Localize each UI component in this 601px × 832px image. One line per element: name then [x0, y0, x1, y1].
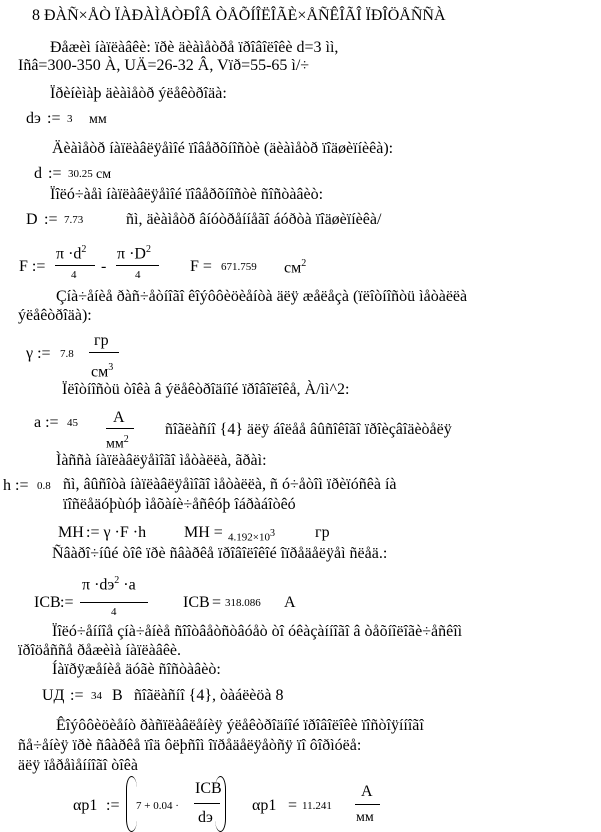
a-unit-den — [106, 435, 129, 452]
gamma-unit-exp: 3 — [108, 362, 114, 373]
gamma-unit-den-text: см — [91, 363, 109, 381]
ap-lhs: αp1 — [73, 797, 98, 814]
de-value: 3 — [67, 113, 73, 125]
ap-result-unit-num: A — [361, 783, 373, 800]
label-alpha-line1: Êîýôôèöèåíò ðàñïëàâëåíèÿ ýëåêòðîäíîé ïðîâîëîêè ïîñòîÿííîãî — [56, 717, 424, 734]
ap-result-value: 11.241 — [302, 800, 332, 812]
F-result-lhs: F = — [190, 258, 212, 275]
Icb-result-eq: = — [212, 594, 222, 611]
d-assign: := — [48, 165, 62, 182]
Icb-result-unit: A — [284, 594, 296, 611]
D-lhs: D — [26, 211, 38, 228]
F-result-value: 671.759 — [221, 261, 257, 273]
Ud-lhs: UД — [42, 687, 65, 704]
Icb-den: 4 — [111, 606, 117, 618]
ap-result-unit-den: мм — [356, 810, 374, 825]
ap-right-paren — [215, 776, 226, 832]
Icb-assign: := — [60, 594, 74, 611]
label-density-line1: Çíà÷åíèå ðàñ÷åòíîãî êîýôôèöèåíòà äëÿ æåëåçà (ïëîòíîñòü ìåòàëëà — [56, 288, 468, 305]
a-unit-bar — [106, 428, 134, 429]
label-alpha-line2: ñå÷åíèÿ ïðè ñâàðêå ïîä ôëþñîì îïðåäåëÿåòñÿ ïî ôîðìóëå: — [18, 737, 362, 754]
de-assign: := — [47, 110, 61, 127]
F-minus: - — [101, 258, 107, 275]
Mn-result-lhs: MН = — [184, 524, 223, 541]
gamma-value: 7.8 — [60, 348, 74, 360]
ap-result-unit-bar — [355, 804, 380, 805]
h-note-line1: ñì, âûñîòà íàïëàâëÿåìîãî ìåòàëëà, ñ ó÷åòîì ïðèïóñêà íà — [63, 476, 397, 493]
label-mass: Ìàññà íàïëàâëÿåìîãî ìåòàëëà, ãðàì: — [56, 452, 267, 469]
Icb-result-lhs: IСВ — [183, 594, 210, 611]
label-density-line2: ýëåêòðîäà): — [18, 307, 92, 324]
a-note: ñîãëàñíî {4} äëÿ áîëåå âûñîêîãî ïðîèçâîäèòåëÿ — [165, 421, 452, 438]
d-lhs: d — [34, 165, 42, 182]
label-voltage-line2: ïðîöåññå ðåæèìà íàïëàâêè. — [18, 642, 182, 659]
label-electrode-diameter: Ïðèíèìàþ äèàìåòð ýëåêòðîäà: — [50, 85, 227, 102]
F-num2 — [117, 245, 151, 262]
section-heading: 8 ÐÀÑ×ÅÒ ÏÀÐÀÌÅÒÐÎÂ ÒÅÕÍÎËÎÃÈ×ÅÑÊÎÃÎ ÏÐÎÖÅÑÑÀ — [32, 7, 446, 24]
F-num1-text: π ·d — [56, 245, 82, 263]
gamma-unit-num: гр — [94, 332, 109, 349]
D-note: ñì, äèàìåòð âíóòðåííåãî áóðòà ïîäøèïíèêà/ — [126, 211, 382, 228]
Mn-assign: := γ ·F ·h — [86, 524, 147, 541]
Icb-num — [82, 576, 136, 593]
Mn-result-value — [228, 529, 275, 544]
d-unit: см — [96, 167, 112, 182]
de-lhs: dэ — [26, 110, 41, 127]
F-num1 — [56, 245, 86, 262]
label-alpha-line3: äëÿ ïåðåìåííîãî òîêà — [18, 757, 138, 774]
Ud-note: ñîãëàñíî {4}, òàáëèöà 8 — [134, 687, 284, 704]
label-outer-diameter: Ïîëó÷àåì íàïëàâëÿåìîé ïîâåðõíîñòè ñîñòàâèò: — [50, 186, 324, 203]
label-current-density: Ïëîòíîñòü òîêà â ýëåêòðîäíîé ïðîâîëîêå, À/ìì^2: — [62, 381, 350, 398]
Icb-bar — [80, 602, 148, 603]
label-voltage-line3: Íàïðÿæåíèå äóãè ñîñòàâèò: — [52, 661, 221, 678]
h-value: 0.8 — [37, 480, 51, 492]
ap-assign: := — [106, 797, 120, 814]
label-voltage-line1: Ïîëó÷åííîå çíà÷åíèå ñîîòâåòñòâóåò òî óêàçàííîãî â òåõíîëîãè÷åñêîì — [52, 623, 463, 640]
F-exp1: 2 — [81, 244, 87, 255]
ap-num: IСВ — [195, 780, 222, 797]
ap-const: 7 + 0.04 · — [136, 800, 179, 812]
d-value: 30.25 — [68, 168, 93, 180]
Mn-result-exp: 3 — [269, 528, 275, 539]
Ud-value: 34 — [91, 690, 102, 702]
label-detail-diameter: Äèàìåòð íàïëàâëÿåìîé ïîâåðõíîñòè (äèàìåòð ïîäøèïíèêà): — [52, 140, 394, 157]
F-den2: 4 — [135, 269, 141, 281]
a-value: 45 — [67, 417, 78, 429]
a-unit-num: A — [113, 409, 125, 426]
Mn-result-unit: гр — [315, 524, 330, 541]
intro-text-line2: Iñâ=300-350 À, UÄ=26-32 Â, Vïð=55-65 ì/÷ — [18, 57, 310, 74]
Mn-result-value-text: 4.192 — [228, 531, 253, 544]
F-lhs: F := — [19, 258, 46, 275]
label-welding-current: Ñâàðî÷íûé òîê ïðè ñâàðêå ïðîâîëîêîé îïðåäåëÿåì ñëåä.: — [52, 545, 388, 562]
F-result-unit-exp: 2 — [301, 258, 307, 269]
F-bar1 — [55, 265, 95, 266]
ap-result-lhs: αp1 — [252, 797, 277, 814]
Icb-num-text: π ·dэ — [82, 576, 115, 594]
gamma-unit-den — [91, 363, 113, 380]
Mn-lhs: MН — [58, 524, 84, 541]
Icb-result-value: 318.086 — [225, 597, 261, 609]
Icb-lhs: IСВ — [34, 594, 61, 611]
F-num2-text: π ·D — [117, 245, 146, 263]
a-unit-exp: 2 — [123, 434, 129, 445]
ap-den: dэ — [198, 809, 213, 826]
F-exp2: 2 — [145, 244, 151, 255]
a-lhs: a := — [34, 414, 59, 431]
D-assign: := — [44, 211, 58, 228]
h-note-line2: ïîñëåäóþùóþ ìåõàíè÷åñêóþ îáðàáîòêó — [63, 496, 296, 513]
F-result-unit — [284, 259, 306, 276]
de-unit: мм — [89, 112, 107, 127]
ap-result-eq: = — [288, 797, 298, 814]
gamma-unit-bar — [89, 352, 119, 353]
Icb-exp: 2 — [114, 575, 120, 586]
Ud-unit: B — [112, 687, 123, 704]
F-result-unit-text: см — [284, 259, 302, 277]
h-lhs: h := — [3, 477, 29, 494]
F-bar2 — [116, 265, 159, 266]
Mn-result-times: ×10 — [252, 531, 270, 544]
D-value: 7.73 — [64, 214, 84, 226]
a-unit-den-text: мм — [106, 436, 124, 452]
Ud-assign: := — [70, 687, 84, 704]
gamma-lhs: γ := — [26, 345, 51, 362]
intro-text-line1: Ðåæèì íàïëàâêè: ïðè äèàìåòðå ïðîâîëîêè d=3 ìì, — [50, 39, 339, 56]
F-den1: 4 — [71, 269, 77, 281]
Icb-num-tail: ·a — [123, 576, 136, 594]
